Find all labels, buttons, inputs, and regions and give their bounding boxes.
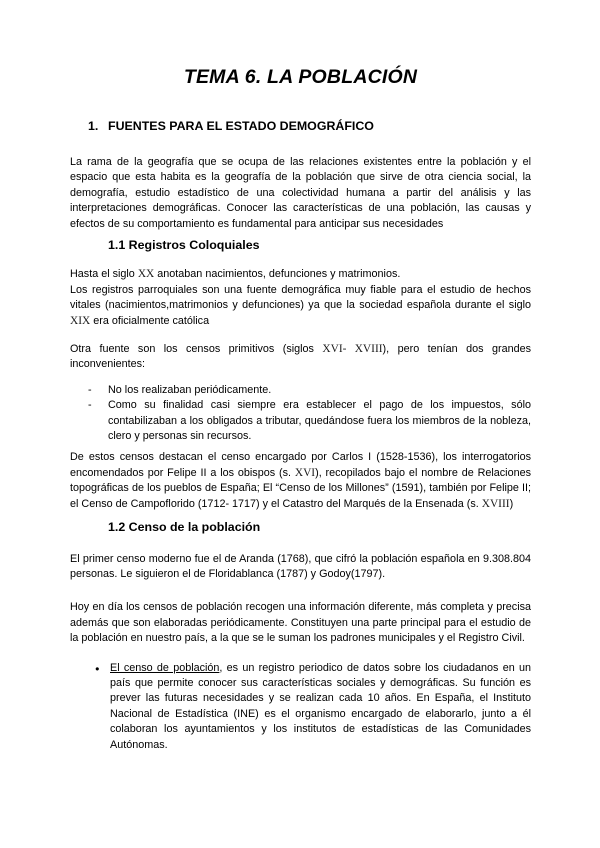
list-item: [95, 661, 531, 753]
section-1-number: 1.: [88, 119, 99, 134]
list-item: [88, 398, 531, 444]
dash-bullet-icon: -: [88, 399, 92, 412]
paragraph-intro: La rama de la geografía que se ocupa de las relaciones existentes entre la población y el espacio que esta habita es la geografía de la población que sirve de otra ciencia social, la demografía, estudio estadístico de una colectividad humana a partir del análisis y las interpretaciones demográficas. Conocer las características de una población, las causas y efectos de su comportamiento es fundamental para anticipar sus necesidades: [70, 155, 531, 230]
document-title: TEMA 6. LA POBLACIÓN: [183, 66, 418, 88]
section-1-2-heading: 1.2 Censo de la población: [108, 520, 261, 535]
section-1-1-heading: 1.1 Registros Coloquiales: [108, 237, 260, 252]
list-censo-poblacion: [70, 661, 531, 753]
dash-bullet-icon: -: [88, 383, 92, 396]
list-item: [88, 383, 531, 398]
list-item-text: No los realizaban periódicamente.: [108, 383, 272, 396]
paragraph-otra-fuente: Otra fuente son los censos primitivos (siglos XVI- XVIII), pero tenían dos grandes inconvenientes:: [70, 343, 531, 371]
section-1-heading: [88, 119, 531, 135]
paragraph-registros-line1: Hasta el siglo XX anotaban nacimientos, defunciones y matrimonios.: [70, 268, 401, 281]
paragraph-censos-destacan: De estos censos destacan el censo encargado por Carlos I (1528-1536), los interrogatorios encomendados por Felipe II a los obispos (s. XVI), recopilados bajo el nombre de Relaciones topográficas de los pueblos de España; El “Censo de los Millones” (1591), también por Felipe II; el Censo de Campoflorido (1712- 1717) y el Catastro del Marqués de la Ensenada (s. XVIII): [70, 451, 531, 510]
round-bullet-icon: ●: [95, 663, 100, 673]
list-censos-primitivos: [70, 383, 531, 445]
list-item-text: El censo de población, es un registro periodico de datos sobre los ciudadanos en un país que permite conocer sus características sociales y demográficas. Su función es prever las futuras necesidades y se realizan cada 10 años. En España, el Instituto Nacional de Estadística (INE) es el organismo encargado de elaborarlo, junto a él colaboran los ayuntamientos y los institutos de estadísticas de las Comunidades Autónomas.: [110, 661, 531, 751]
paragraph-registros: [70, 267, 531, 329]
paragraph-primer-censo: El primer censo moderno fue el de Aranda (1768), que cifró la población española en 9.308.804 personas. Le siguieron el de Floridablanca (1787) y Godoy(1797).: [70, 552, 531, 581]
list-item-text: Como su finalidad casi siempre era establecer el pago de los impuestos, sólo contabilizaban a los obligados a tributar, quedándose fuera los miembros de la nobleza, clero y personas sin recursos.: [108, 399, 531, 443]
section-1-label: FUENTES PARA EL ESTADO DEMOGRÁFICO: [108, 119, 374, 134]
paragraph-hoy-en-dia: Hoy en día los censos de población recogen una información diferente, más completa y precisa además que son elaboradas periódicamente. Constituyen una parte principal para el estudio de la población en nuestro país, a la que se le suman los padrones municipales y el Registro Civil.: [70, 601, 531, 645]
paragraph-registros-line2: Los registros parroquiales son una fuente demográfica muy fiable para el estudio de hechos vitales (nacimientos,matrimonios y defunciones) ya que la sociedad española durante el siglo XIX era oficialmente católica: [70, 283, 531, 327]
